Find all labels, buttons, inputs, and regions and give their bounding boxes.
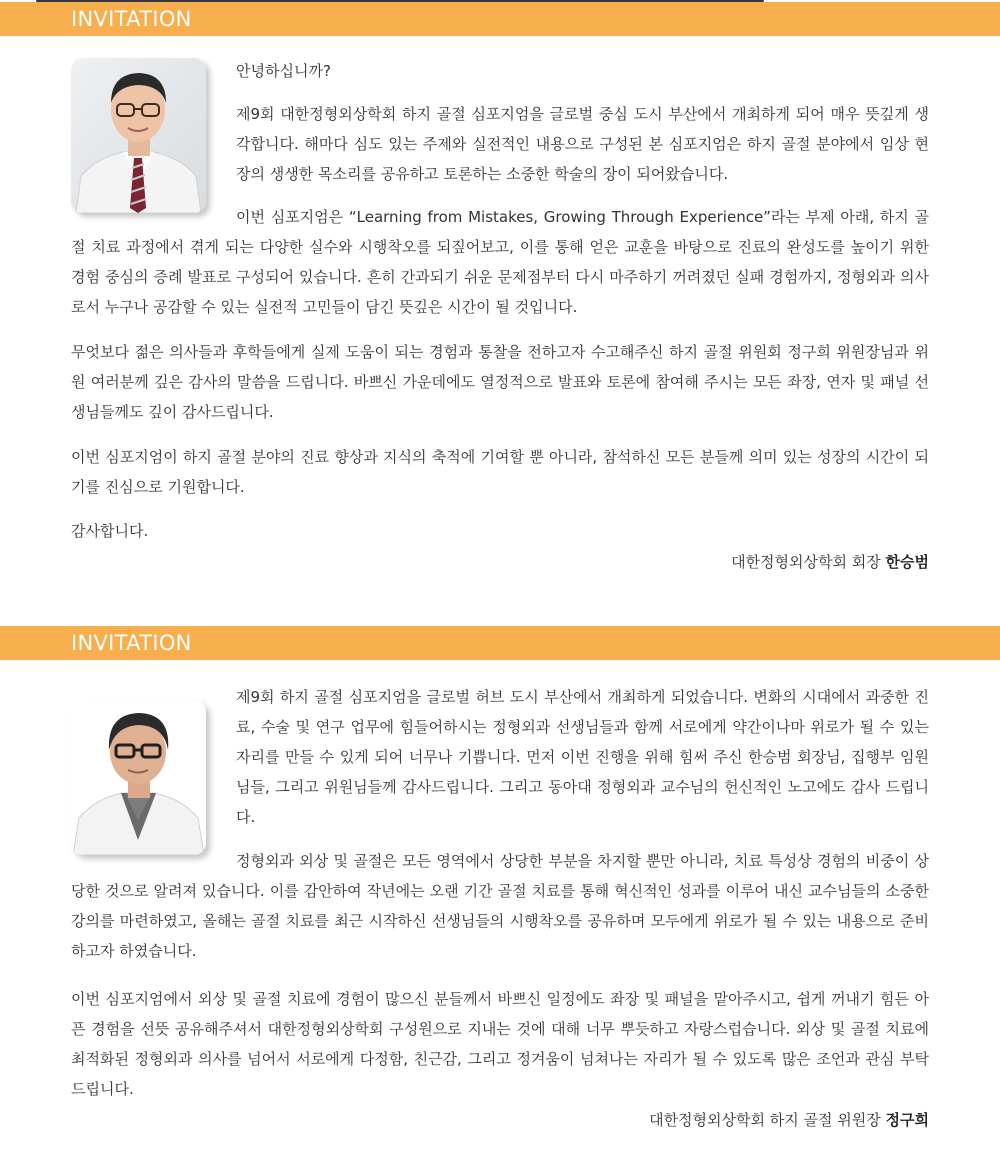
signature-president [731,550,929,574]
banner-title: INVITATION [71,7,192,31]
banner-title: INVITATION [71,631,192,655]
signature-chairman [649,1108,929,1132]
section2-paragraph-2: 정형외과 외상 및 골절은 모든 영역에서 상당한 부분을 차지할 뿐만 아니라, 치료 특성상 경험의 비중이 상당한 것으로 알려져 있습니다. 이를 감안하여 작년에는 오랜 기간 골절 치료를 통해 혁신적인 성과를 이루어 내신 교수님들의 소중한 강의를 마련하였고, 올해는 골절 치료를 최근 시작하신 선생님들의 시행착오를 공유하며 모두에게 위로가 될 수 있는 내용으로 준비하고자 하였습니다. [71,852,929,960]
section1-paragraph-3: 무엇보다 젊은 의사들과 후학들에게 실제 도움이 되는 경험과 통찰을 전하고자 수고해주신 하지 골절 위원회 정구희 위원장님과 위원 여러분께 깊은 감사의 말씀을 드립니다. 바쁘신 가운데에도 열정적으로 발표와 토론에 참여해 주시는 모든 좌장, 연자 및 패널 선생님들께도 깊이 감사드립니다. [71,343,929,421]
section2-paragraph-1: 제9회 하지 골절 심포지엄을 글로벌 허브 도시 부산에서 개최하게 되었습니다. 변화의 시대에서 과중한 진료, 수술 및 연구 업무에 힘들어하시는 정형외과 선생님들과 함께 서로에게 약간이나마 위로가 될 수 있는 자리를 만들 수 있게 되어 너무나 기쁩니다. 먼저 이번 진행을 위해 힘써 주신 한승범 회장님, 집행부 임원님들, 그리고 위원님들께 감사드립니다. 그리고 동아대 정형외과 교수님의 헌신적인 노고에도 감사 드립니다. [236,688,929,826]
section2-paragraph-3: 이번 심포지엄에서 외상 및 골절 치료에 경험이 많으신 분들께서 바쁘신 일정에도 좌장 및 패널을 맡아주시고, 쉽게 꺼내기 힘든 아픈 경험을 선뜻 공유해주셔서 대한정형외상학회 구성원으로 지내는 것에 대해 너무 뿌듯하고 자랑스럽습니다. 외상 및 골절 치료에 최적화된 정형외과 의사를 넘어서 서로에게 다정함, 친근감, 그리고 정겨움이 넘쳐나는 자리가 될 수 있도록 많은 조언과 관심 부탁드립니다. [71,990,929,1098]
invitation-banner-2 [0,626,1000,660]
signature-role: 대한정형외상학회 회장 [731,553,886,571]
section1-paragraph-1: 제9회 대한정형외상학회 하지 골절 심포지엄을 글로벌 중심 도시 부산에서 개최하게 되어 매우 뜻깊게 생각합니다. 해마다 심도 있는 주제와 실전적인 내용으로 구성된 본 심포지엄은 하지 골절 분야에서 임상 현장의 생생한 목소리를 공유하고 토론하는 소중한 학술의 장이 되어왔습니다. [236,105,929,183]
section1-paragraph-2: 이번 심포지엄은 “Learning from Mistakes, Growing Through Experience”라는 부제 아래, 하지 골절 치료 과정에서 겪게 되는 다양한 실수와 시행착오를 되짚어보고, 이를 통해 얻은 교훈을 바탕으로 진료의 완성도를 높이기 위한 경험 중심의 증례 발표로 구성되어 있습니다. 흔히 간과되기 쉬운 문제점부터 다시 마주하기 꺼려졌던 실패 경험까지, 정형외과 의사로서 누구나 공감할 수 있는 실전적 고민들이 담긴 뜻깊은 시간이 될 것입니다. [71,208,929,316]
signature-role: 대한정형외상학회 하지 골절 위원장 [649,1111,886,1129]
chairman-portrait [71,700,206,855]
closing-text: 감사합니다. [71,522,149,540]
signature-name: 한승범 [885,553,929,571]
greeting-text: 안녕하십니까? [236,62,331,80]
section1-paragraph-4: 이번 심포지엄이 하지 골절 분야의 진료 향상과 지식의 축적에 기여할 뿐 아니라, 참석하신 모든 분들께 의미 있는 성장의 시간이 되기를 진심으로 기원합니다. [71,448,929,496]
invitation-banner-1 [0,2,1000,36]
signature-name: 정구희 [885,1111,929,1129]
president-portrait [71,58,206,213]
